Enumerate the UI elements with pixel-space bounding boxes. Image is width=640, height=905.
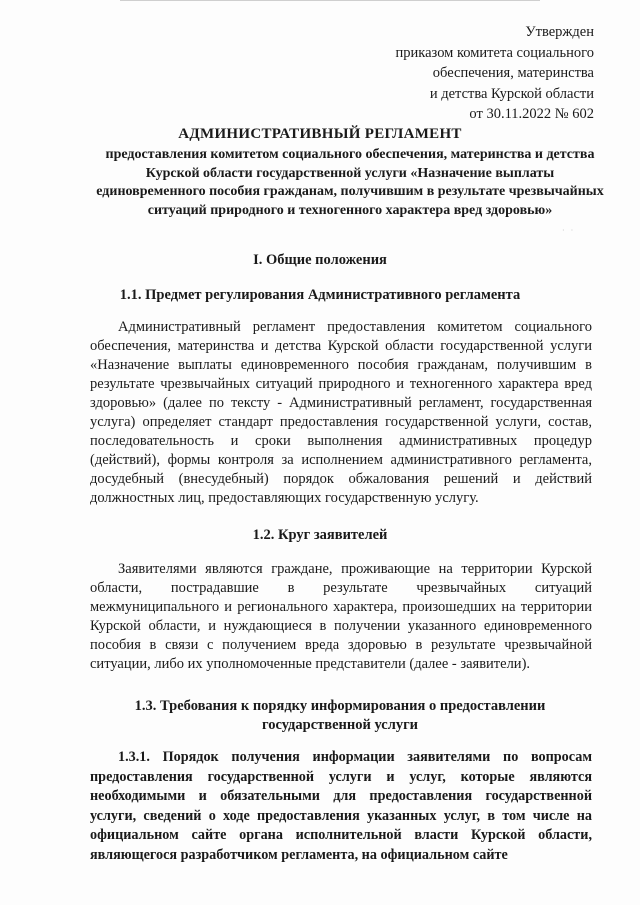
- document-subtitle: предоставления комитетом социального обеспечения, материнства и детства Курской области государственной услуги «Назначение выплаты единовременного пособия гражданам, получившим в результате чрезвычайных ситуаций природного и техногенного характера вред здоровью»: [96, 147, 604, 218]
- paragraph-1-2: Заявителями являются граждане, проживающие на территории Курской области, пострадавшие в результате чрезвычайных ситуаций межмуниципального и регионального характера, произошедших на территории Курской области, и нуждающиеся в получении указанного единовременного пособия в связи с получением вреда здоровью в результате чрезвычайной ситуации, либо их уполномоченные представители (далее - заявители).: [90, 561, 592, 672]
- approval-line: и детства Курской области: [429, 85, 594, 102]
- approval-line: от 30.11.2022 № 602: [469, 106, 594, 122]
- approval-line: приказом комитета социального: [395, 44, 594, 61]
- section-heading-general: I. Общие положения: [253, 252, 387, 268]
- document-title: АДМИНИСТРАТИВНЫЙ РЕГЛАМЕНТ: [178, 126, 462, 142]
- scan-edge-line: [120, 0, 540, 1]
- approval-stamp: [334, 22, 594, 125]
- section-heading-1-2: 1.2. Круг заявителей: [252, 527, 388, 543]
- approval-line: Утвержден: [525, 24, 594, 40]
- scan-smudge: · ·: [562, 226, 576, 235]
- paragraph-1-1: Административный регламент предоставления комитетом социального обеспечения, материнства и детства Курской области государственной услуги «Назначение выплаты единовременного пособия гражданам, получившим в результате чрезвычайных ситуаций природного и техногенного характера вред здоровью» (далее по тексту - Административный регламент, государственная услуга) определяет стандарт предоставления государственной услуги, состав, последовательность и сроки выполнения административных процедур (действий), формы контроля за исполнением административного регламента, досудебный (внесудебный) порядок обжалования решений и действий должностных лиц, предоставляющих государственную услугу.: [90, 319, 592, 506]
- paragraph-1-3-1: 1.3.1. Порядок получения информации заявителями по вопросам предоставления государственной услуги и услуг, которые являются необходимыми и обязательными для предоставления государственной услуги, сведений о ходе предоставления указанных услуг, в том числе на официальном сайте органа исполнительной власти Курской области, являющегося разработчиком регламента, на официальном сайте: [90, 749, 592, 863]
- section-heading-1-3: 1.3. Требования к порядку информирования о предоставлении государственной услуги: [134, 698, 546, 733]
- section-heading-1-1: 1.1. Предмет регулирования Административного регламента: [119, 287, 521, 303]
- approval-line: обеспечения, материнства: [432, 65, 594, 81]
